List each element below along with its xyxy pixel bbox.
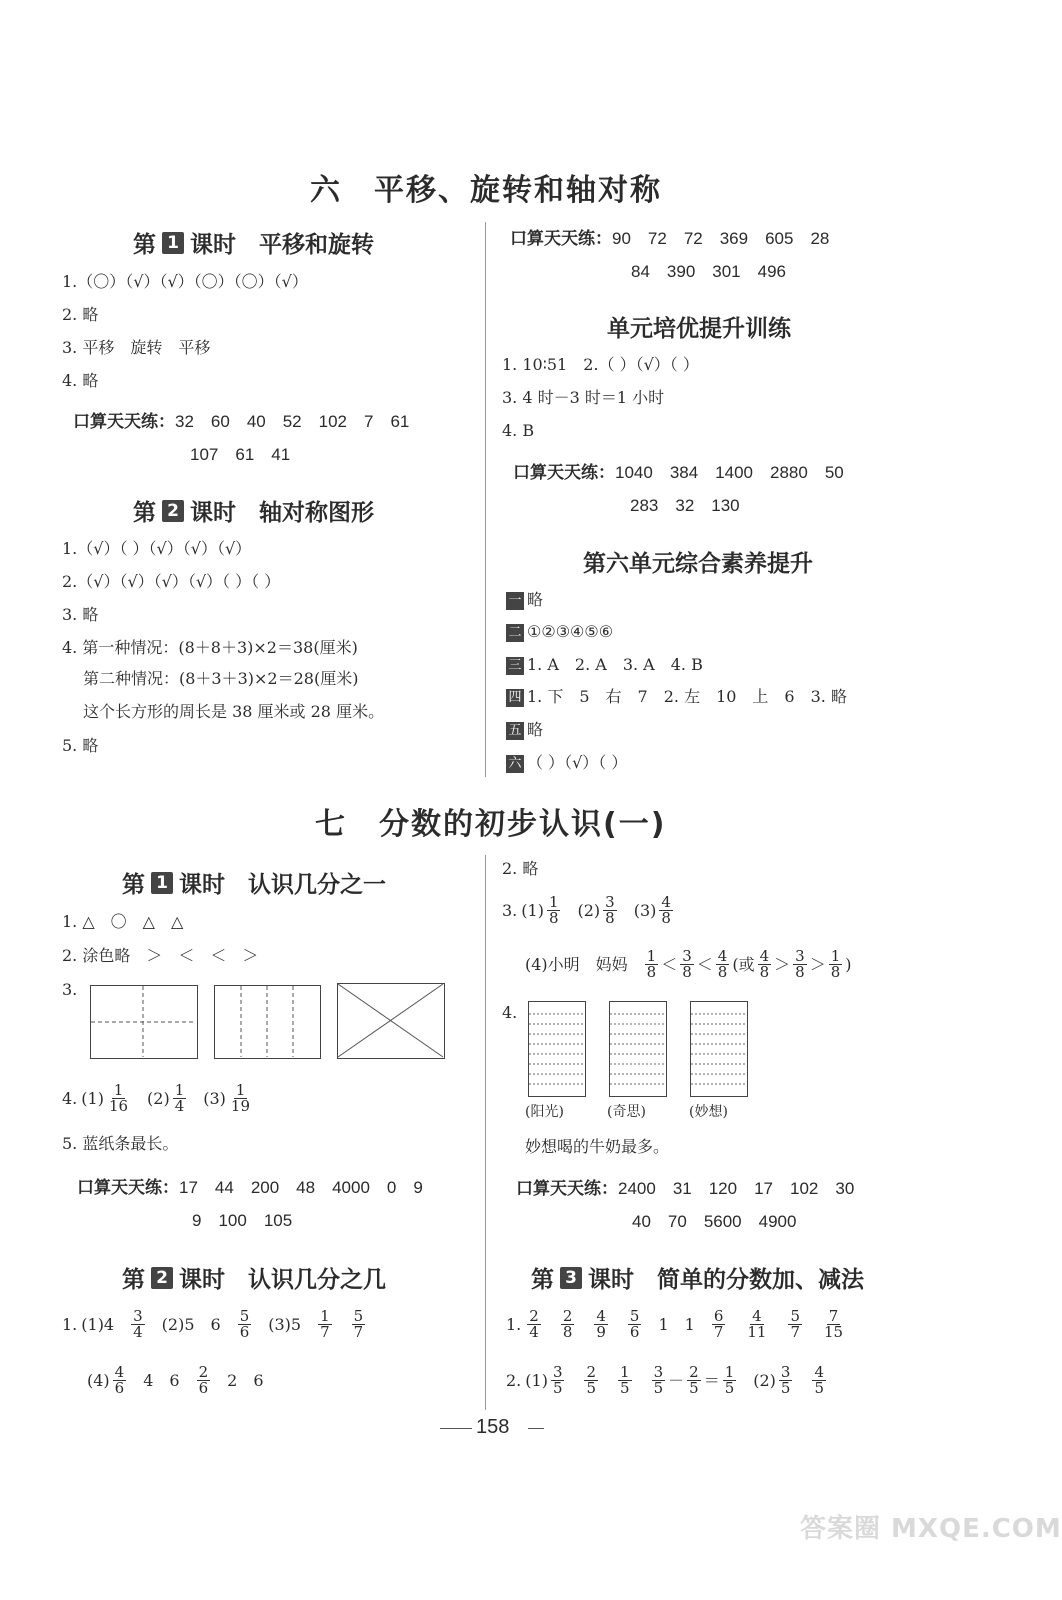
kousuan-line [516, 1172, 854, 1206]
footer-rule [528, 1428, 544, 1429]
cup-label: (奇思) [607, 1104, 646, 1120]
kousuan-values: 1040 384 1400 2880 50 [615, 463, 844, 482]
answer-text: (4)小明 妈妈 [525, 955, 628, 974]
answer-line [506, 1308, 848, 1341]
divided-rectangle-figure [90, 985, 198, 1059]
answer-line: 4. B [502, 421, 535, 440]
cup-level-lines [529, 1002, 584, 1095]
fraction: $\frac{5}{6}$ [629, 1307, 640, 1341]
cup-level-lines [691, 1002, 746, 1095]
divided-rectangle-figure [337, 983, 445, 1059]
fraction: $\frac{3}{8}$ [795, 947, 805, 981]
comparison-sign: ＜ [661, 955, 678, 974]
lesson-number-badge: 2 [162, 500, 184, 522]
lesson-prefix: 第 [531, 1266, 554, 1293]
answer-line: 4. 第一种情况：(8＋8＋3)×2＝38(厘米) [62, 638, 358, 657]
minus-sign: － [668, 1371, 685, 1390]
fraction: $\frac{3}{4}$ [133, 1307, 143, 1341]
quarter-lines [91, 986, 196, 1057]
part-label: (2) [147, 1089, 170, 1108]
answer-line [506, 648, 703, 681]
kousuan-line [513, 456, 844, 490]
watermark: 答案圈 MXQE.COM [800, 1514, 1062, 1544]
equals-sign: ＝ [703, 1371, 720, 1390]
answer-text: ) [845, 955, 852, 974]
lesson-prefix: 第 [122, 871, 145, 898]
answer-text: 1 1 [658, 1315, 695, 1334]
answer-line [506, 680, 847, 713]
fraction: $\frac{4}{8}$ [661, 893, 671, 927]
answer-line: 2. 略 [502, 859, 539, 878]
answer-line: 5. 略 [62, 736, 99, 755]
answer-line: 1. 10∶51 2.（ ）（√）（ ） [502, 355, 699, 374]
lesson-title [133, 494, 374, 527]
answer-line: 2. 涂色略 ＞ ＜ ＜ ＞ [62, 946, 259, 965]
milk-cup-figure [609, 1001, 667, 1097]
fraction: $\frac{4}{6}$ [114, 1363, 125, 1397]
kousuan-label: 口算天天练： [510, 229, 612, 249]
lesson-title [122, 866, 386, 899]
answer-line [87, 1364, 264, 1397]
section-title: 第六单元综合素养提升 [583, 550, 813, 577]
answer-line [62, 1082, 255, 1115]
answer-line [62, 1308, 368, 1341]
footer-rule [440, 1428, 472, 1429]
fraction: $\frac{2}{4}$ [529, 1307, 539, 1341]
section-mark: 四 [506, 689, 524, 707]
comparison-sign: ＜ [696, 955, 713, 974]
kousuan-values: 32 60 40 52 102 7 61 [175, 412, 410, 431]
comparison-sign: ＞ [809, 955, 826, 974]
lesson-title [531, 1261, 864, 1294]
lesson-prefix: 第 [133, 231, 156, 258]
answer-line: 2. 略 [62, 305, 99, 324]
answer-text: (1)4 [81, 1315, 115, 1334]
fraction: $\frac{6}{7}$ [713, 1307, 724, 1341]
lesson-title [133, 226, 374, 259]
kousuan-label: 口算天天练： [77, 1178, 179, 1198]
answer-line [525, 948, 852, 981]
section-mark: 三 [506, 657, 524, 675]
answer-text: 略 [527, 590, 544, 609]
fraction: $\frac{4}{5}$ [814, 1363, 825, 1397]
answer-line: 妙想喝的牛奶最多。 [525, 1137, 670, 1156]
answer-line [502, 894, 676, 927]
answer-text: ①②③④⑤⑥ [527, 622, 614, 641]
fraction: $\frac{1}{19}$ [230, 1081, 251, 1115]
fraction: $\frac{1}{8}$ [646, 947, 657, 981]
kousuan-values: 84 390 301 496 [631, 262, 787, 281]
kousuan-label: 口算天天练： [73, 412, 175, 432]
kousuan-line [510, 222, 829, 256]
kousuan-line [77, 1171, 423, 1205]
answer-line [506, 615, 613, 648]
answer-text: 1. 下 5 右 7 2. 左 10 上 6 3. 略 [527, 687, 847, 706]
cup-label: (阳光) [525, 1104, 564, 1120]
fraction: $\frac{4}{9}$ [596, 1307, 606, 1341]
fraction: $\frac{2}{8}$ [562, 1307, 573, 1341]
answer-line [506, 713, 543, 746]
fraction: $\frac{7}{15}$ [824, 1307, 844, 1341]
lesson-name: 课时 认识几分之一 [179, 871, 386, 898]
answer-line [506, 583, 543, 616]
cup-level-lines [610, 1002, 665, 1095]
lesson-name: 课时 简单的分数加、减法 [588, 1266, 864, 1293]
part-label: (1) [81, 1089, 104, 1108]
answer-line: 这个长方形的周长是 38 厘米或 28 厘米。 [83, 702, 385, 721]
fraction: $\frac{2}{5}$ [689, 1363, 699, 1397]
section-mark: 二 [506, 624, 524, 642]
lesson-number-badge: 3 [560, 1267, 582, 1289]
lesson-name: 课时 轴对称图形 [190, 499, 374, 526]
fraction: $\frac{2}{6}$ [198, 1363, 209, 1397]
fraction: $\frac{1}{5}$ [724, 1363, 735, 1397]
cup-label: (妙想) [689, 1104, 728, 1120]
fraction: $\frac{4}{11}$ [747, 1307, 767, 1341]
kousuan-line [73, 405, 409, 439]
page-number: 158 [476, 1416, 510, 1438]
fraction: $\frac{1}{7}$ [320, 1307, 330, 1341]
lesson-name: 课时 平移和旋转 [190, 231, 374, 258]
part-label: (3) [203, 1089, 226, 1108]
divided-rectangle-figure [214, 985, 321, 1059]
fraction: $\frac{4}{8}$ [759, 947, 770, 981]
lesson-number-badge: 1 [162, 232, 184, 254]
answer-text: 2 6 [227, 1371, 264, 1390]
part-label: (1) [525, 1371, 548, 1390]
answer-line: 5. 蓝纸条最长。 [62, 1134, 179, 1153]
unit6-title: 六 平移、旋转和轴对称 [310, 173, 662, 208]
section-title: 单元培优提升训练 [607, 315, 791, 342]
fraction: $\frac{3}{5}$ [552, 1363, 563, 1397]
fraction: $\frac{5}{7}$ [790, 1307, 801, 1341]
lesson-prefix: 第 [133, 499, 156, 526]
milk-cup-figure [528, 1001, 586, 1097]
part-label: (2) [753, 1371, 776, 1390]
fraction: $\frac{1}{8}$ [830, 947, 841, 981]
kousuan-label: 口算天天练： [516, 1179, 618, 1199]
answer-line [506, 746, 627, 779]
comparison-sign: ＞ [774, 955, 791, 974]
answer-text: 略 [527, 720, 544, 739]
fraction: $\frac{3}{5}$ [780, 1363, 791, 1397]
answer-line: 第二种情况：(8＋3＋3)×2＝28(厘米) [83, 669, 359, 688]
part-label: (2) [577, 901, 601, 920]
section-mark: 五 [506, 722, 524, 740]
kousuan-values: 107 61 41 [190, 445, 291, 464]
kousuan-values: 90 72 72 369 605 28 [612, 229, 830, 248]
fraction: $\frac{1}{4}$ [174, 1081, 185, 1115]
answer-text: (或 [732, 955, 755, 974]
answer-line [506, 1364, 829, 1397]
fraction: $\frac{1}{16}$ [108, 1081, 129, 1115]
section-mark: 一 [506, 592, 524, 610]
fraction: $\frac{3}{8}$ [605, 893, 615, 927]
lesson-prefix: 第 [122, 1266, 145, 1293]
lesson-title [122, 1261, 386, 1294]
question-number: 1. [62, 1315, 78, 1334]
answer-text: 4 6 [143, 1371, 180, 1390]
section-mark: 六 [506, 755, 524, 773]
fraction: $\frac{5}{6}$ [239, 1307, 250, 1341]
part-label: (4) [87, 1371, 110, 1390]
fraction: $\frac{1}{8}$ [548, 893, 559, 927]
answer-text: 1. A 2. A 3. A 4. B [527, 655, 703, 674]
milk-cup-figure [690, 1001, 748, 1097]
part-label: (1) [521, 901, 544, 920]
question-number: 3. [502, 901, 518, 920]
fraction: $\frac{1}{5}$ [620, 1363, 630, 1397]
lesson-number-badge: 1 [151, 872, 173, 894]
kousuan-values: 283 32 130 [630, 496, 740, 515]
fraction: $\frac{2}{5}$ [586, 1363, 597, 1397]
kousuan-values: 40 70 5600 4900 [632, 1212, 797, 1231]
kousuan-values: 17 44 200 48 4000 0 9 [179, 1178, 423, 1197]
unit7-title: 七 分数的初步认识(一) [315, 807, 667, 842]
answer-line: 1.（√）（ ）（√）（√）（√） [62, 539, 252, 558]
column-divider [485, 855, 486, 1410]
question-number: 4. [62, 1089, 78, 1108]
diagonal-lines [338, 984, 443, 1057]
kousuan-values: 2400 31 120 17 102 30 [618, 1179, 855, 1198]
answer-line: 4. 略 [62, 371, 99, 390]
answer-line: 3. 4 时－3 时＝1 小时 [502, 388, 665, 407]
fraction: $\frac{4}{8}$ [717, 947, 728, 981]
answer-text: （ ）（√）（ ） [527, 753, 628, 772]
kousuan-values: 9 100 105 [192, 1211, 293, 1230]
question-number: 2. [506, 1371, 522, 1390]
answer-line: 3. 平移 旋转 平移 [62, 338, 211, 357]
column-divider [485, 222, 486, 777]
answer-line: 3. 略 [62, 605, 99, 624]
fraction: $\frac{3}{5}$ [653, 1363, 664, 1397]
vertical-lines [215, 986, 319, 1057]
kousuan-label: 口算天天练： [513, 463, 615, 483]
lesson-name: 课时 认识几分之几 [179, 1266, 386, 1293]
answer-line: 1.（〇）（√）（√）（〇）（〇）（√） [62, 272, 308, 291]
lesson-number-badge: 2 [151, 1267, 173, 1289]
question-number: 1. [506, 1315, 522, 1334]
answer-line: 2.（√）（√）（√）（√）（ ）（ ） [62, 572, 281, 591]
answer-line: 1. △ 〇 △ △ [62, 912, 184, 931]
answer-line: 3. [62, 980, 78, 999]
question-number: 4. [502, 1003, 518, 1022]
answer-text: (2)5 6 [161, 1315, 221, 1334]
fraction: $\frac{3}{8}$ [682, 947, 692, 981]
part-label: (3) [633, 901, 657, 920]
answer-text: (3)5 [268, 1315, 302, 1334]
fraction: $\frac{5}{7}$ [353, 1307, 364, 1341]
